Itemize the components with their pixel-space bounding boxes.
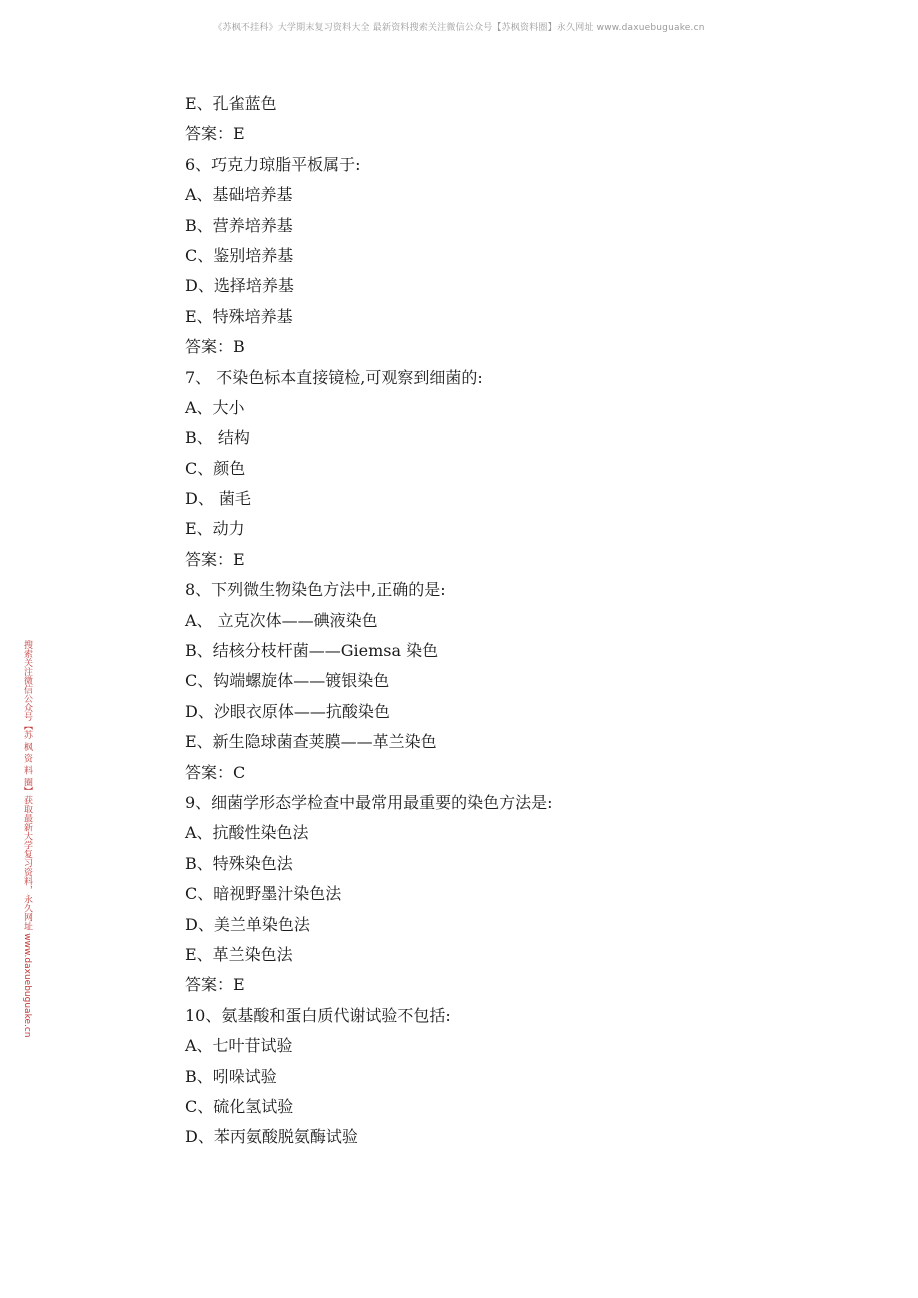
option-line: C、鉴别培养基 bbox=[185, 245, 294, 265]
option-line: D、沙眼衣原体——抗酸染色 bbox=[185, 701, 390, 721]
side-watermark: 搜索关注微信公众号【苏 枫 资 料 圈】获取最新大学复习资料，永久网址 www.daxuebuguake.cn bbox=[22, 640, 32, 1038]
answer-line: 答案：C bbox=[185, 762, 246, 782]
header-watermark: 《苏枫不挂科》大学期末复习资料大全 最新资料搜索关注微信公众号【苏枫资料圈】永久网址 www.daxuebuguake.cn bbox=[213, 23, 705, 33]
question-line: 8、下列微生物染色方法中,正确的是: bbox=[185, 580, 446, 600]
option-line: E、孔雀蓝色 bbox=[185, 94, 277, 113]
question-line: 9、细菌学形态学检查中最常用最重要的染色方法是: bbox=[185, 792, 553, 812]
option-line: C、钩端螺旋体——镀银染色 bbox=[185, 671, 390, 691]
option-line: B、营养培养基 bbox=[185, 215, 293, 235]
question-line: 10、氨基酸和蛋白质代谢试验不包括: bbox=[185, 1005, 451, 1025]
option-line: C、颜色 bbox=[185, 458, 246, 478]
option-line: A、抗酸性染色法 bbox=[185, 823, 309, 843]
answer-line: 答案：E bbox=[185, 549, 245, 569]
question-line: 6、巧克力琼脂平板属于: bbox=[185, 154, 361, 174]
option-line: E、革兰染色法 bbox=[185, 944, 293, 964]
document-body bbox=[185, 89, 825, 1153]
option-line: A、基础培养基 bbox=[185, 185, 293, 205]
option-line: B、特殊染色法 bbox=[185, 853, 293, 873]
question-line: 7、 不染色标本直接镜检,可观察到细菌的: bbox=[185, 367, 483, 387]
option-line: B、 结构 bbox=[185, 428, 250, 448]
option-line: E、特殊培养基 bbox=[185, 306, 293, 326]
option-line: E、动力 bbox=[185, 519, 245, 539]
option-line: C、暗视野墨汁染色法 bbox=[185, 884, 342, 904]
answer-line: 答案：B bbox=[185, 337, 245, 357]
option-line: D、选择培养基 bbox=[185, 276, 294, 296]
option-line: A、七叶苷试验 bbox=[185, 1036, 293, 1056]
answer-line: 答案：E bbox=[185, 124, 245, 144]
option-line: D、 菌毛 bbox=[185, 489, 251, 509]
answer-line: 答案：E bbox=[185, 975, 245, 995]
option-line: B、结核分枝杆菌——Giemsa 染色 bbox=[185, 641, 439, 661]
option-line: D、苯丙氨酸脱氨酶试验 bbox=[185, 1127, 358, 1147]
option-line: C、硫化氢试验 bbox=[185, 1096, 294, 1116]
option-line: A、 立克次体——碘液染色 bbox=[185, 610, 378, 630]
option-line: A、大小 bbox=[185, 397, 245, 417]
option-line: E、新生隐球菌查荚膜——革兰染色 bbox=[185, 732, 437, 752]
option-line: D、美兰单染色法 bbox=[185, 914, 310, 934]
option-line: B、吲哚试验 bbox=[185, 1066, 277, 1086]
